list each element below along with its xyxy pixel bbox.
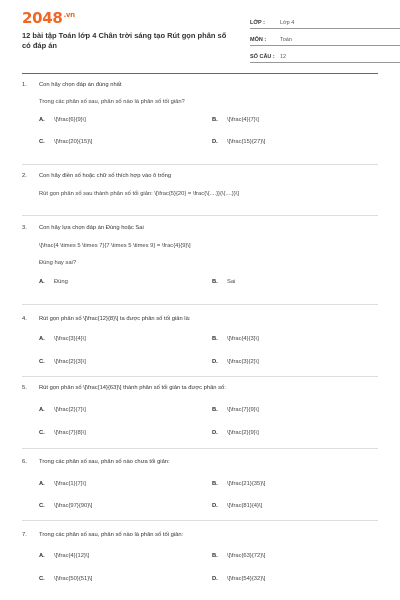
question-divider [22, 376, 378, 377]
option-letter: A. [39, 481, 45, 487]
meta-label: LỚP : [250, 20, 265, 26]
question-prompt: Con hãy lựa chọn đáp án Đúng hoặc Sai [39, 225, 144, 231]
question-divider [22, 448, 378, 449]
option-b[interactable] [212, 335, 259, 343]
question-number: 2. [22, 173, 27, 179]
option-text: \[\frac{7}{8}\] [54, 430, 86, 436]
option-text: \[\frac{1}{7}\] [54, 481, 86, 487]
option-c[interactable] [39, 575, 92, 583]
question-number: 5. [22, 385, 27, 391]
option-text: \[\frac{7}{9}\] [227, 407, 259, 413]
option-text: Sai [227, 279, 236, 285]
option-d[interactable] [212, 138, 265, 146]
option-a[interactable] [39, 335, 86, 343]
question-header [22, 458, 378, 466]
question-1 [22, 81, 378, 148]
option-text: \[\frac{3}{4}\] [54, 336, 86, 342]
question-number: 6. [22, 459, 27, 465]
question-text: \[\frac{4 \times 5 \times 7}{7 \times 5 \times 9} = \frac{4}{9}\] [39, 243, 191, 249]
option-letter: C. [39, 430, 45, 436]
question-number: 4. [22, 316, 27, 322]
meta-value: Lớp 4 [280, 20, 295, 26]
option-letter: C. [39, 576, 45, 582]
option-a[interactable] [39, 480, 86, 488]
question-prompt: Trong các phân số sau, phân số nào là phân số tối giản: [39, 532, 184, 538]
option-text: \[\frac{50}{51}\] [54, 576, 93, 582]
option-a[interactable] [39, 406, 86, 414]
option-b[interactable] [212, 406, 259, 414]
option-letter: B. [212, 117, 218, 123]
option-text: \[\frac{20}{15}\] [54, 139, 93, 145]
header-divider [22, 73, 378, 74]
option-letter: A. [39, 117, 45, 123]
logo-main: 2048 [22, 9, 63, 27]
option-group [22, 116, 378, 148]
logo-sub: .vn [63, 11, 75, 19]
question-divider [22, 164, 378, 165]
question-prompt: Con hãy điền số hoặc chữ số thích hợp vào ô trống [39, 173, 172, 179]
option-group [22, 552, 378, 584]
question-header [22, 81, 378, 89]
question-prompt: Trong các phân số sau, phân số nào chưa tối giản: [39, 459, 170, 465]
question-2 [22, 172, 378, 198]
option-b[interactable] [212, 480, 265, 488]
question-header [22, 172, 378, 180]
question-7 [22, 531, 378, 584]
question-prompt: Rút gọn phân số \[\frac{12}{8}\] ta được phân số tối giản là: [39, 316, 191, 322]
option-group [22, 406, 378, 438]
option-text: \[\frac{3}{2}\] [227, 359, 259, 365]
option-group [22, 335, 378, 367]
option-a[interactable] [39, 552, 89, 560]
option-letter: C. [39, 359, 45, 365]
question-header [22, 315, 378, 323]
meta-row-subject [250, 30, 400, 46]
option-letter: B. [212, 553, 218, 559]
question-4 [22, 315, 378, 367]
option-group [22, 480, 378, 512]
option-text: \[\frac{4}{7}\] [227, 117, 259, 123]
option-letter: B. [212, 481, 218, 487]
question-divider [22, 520, 378, 521]
question-number: 1. [22, 82, 27, 88]
question-header [22, 384, 378, 392]
meta-row-count [250, 47, 400, 63]
option-letter: A. [39, 336, 45, 342]
question-number: 3. [22, 225, 27, 231]
option-letter: A. [39, 553, 45, 559]
worksheet-header [22, 0, 378, 70]
option-letter: D. [212, 430, 218, 436]
option-c[interactable] [39, 358, 86, 366]
option-c[interactable] [39, 138, 92, 146]
question-divider [22, 304, 378, 305]
option-a[interactable] [39, 278, 68, 286]
option-letter: B. [212, 279, 218, 285]
option-text: \[\frac{15}{27}\] [227, 139, 266, 145]
option-d[interactable] [212, 575, 265, 583]
option-group [22, 278, 378, 288]
option-letter: B. [212, 336, 218, 342]
option-text: \[\frac{2}{9}\] [227, 430, 259, 436]
option-d[interactable] [212, 502, 262, 510]
meta-label: MÔN : [250, 37, 267, 43]
option-text: \[\frac{2}{7}\] [54, 407, 86, 413]
option-letter: D. [212, 576, 218, 582]
option-b[interactable] [212, 278, 235, 286]
question-header [22, 224, 378, 232]
option-a[interactable] [39, 116, 86, 124]
question-prompt: Rút gọn phân số \[\frac{14}{63}\] thành phân số tối giản ta được phân số: [39, 385, 226, 391]
question-3 [22, 224, 378, 288]
question-5 [22, 384, 378, 438]
option-text: \[\frac{97}{90}\] [54, 503, 93, 509]
question-prompt: Con hãy chọn đáp án đúng nhất [39, 82, 122, 88]
meta-row-grade [250, 13, 400, 29]
option-c[interactable] [39, 429, 86, 437]
meta-value: 12 [280, 54, 287, 60]
option-text: \[\frac{6}{9}\] [54, 117, 86, 123]
option-c[interactable] [39, 502, 92, 510]
option-letter: B. [212, 407, 218, 413]
meta-value: Toán [280, 37, 292, 43]
document-title: 12 bài tập Toán lớp 4 Chân trời sáng tạo Rút gọn phân số có đáp án [22, 31, 227, 50]
option-letter: D. [212, 139, 218, 145]
question-text[interactable]: Rút gọn phân số sau thành phân số tối giản: \[\frac{5}{20} = \frac{\{....}}{\{....}}\] [39, 191, 239, 197]
option-letter: D. [212, 503, 218, 509]
option-letter: C. [39, 139, 45, 145]
option-text: \[\frac{81}{4}\] [227, 503, 263, 509]
option-b[interactable] [212, 552, 265, 560]
option-d[interactable] [212, 429, 259, 437]
question-divider [22, 215, 378, 216]
option-text: \[\frac{4}{3}\] [227, 336, 259, 342]
option-text: \[\frac{54}{32}\] [227, 576, 266, 582]
question-number: 7. [22, 532, 27, 538]
option-b[interactable] [212, 116, 259, 124]
option-text: \[\frac{4}{12}\] [54, 553, 90, 559]
site-logo[interactable] [22, 9, 75, 27]
option-letter: A. [39, 279, 45, 285]
option-text: Đúng [54, 279, 68, 285]
option-text: \[\frac{21}{35}\] [227, 481, 266, 487]
meta-label: SỐ CÂU : [250, 54, 275, 60]
option-letter: C. [39, 503, 45, 509]
option-letter: D. [212, 359, 218, 365]
option-d[interactable] [212, 358, 259, 366]
question-6 [22, 458, 378, 512]
option-text: \[\frac{63}{72}\] [227, 553, 266, 559]
question-text: Trong các phân số sau, phân số nào là phân số tối giản? [39, 99, 185, 105]
meta-panel [250, 13, 400, 63]
option-text: \[\frac{2}{3}\] [54, 359, 86, 365]
question-text: Đúng hay sai? [39, 260, 77, 266]
option-letter: A. [39, 407, 45, 413]
question-header [22, 531, 378, 539]
